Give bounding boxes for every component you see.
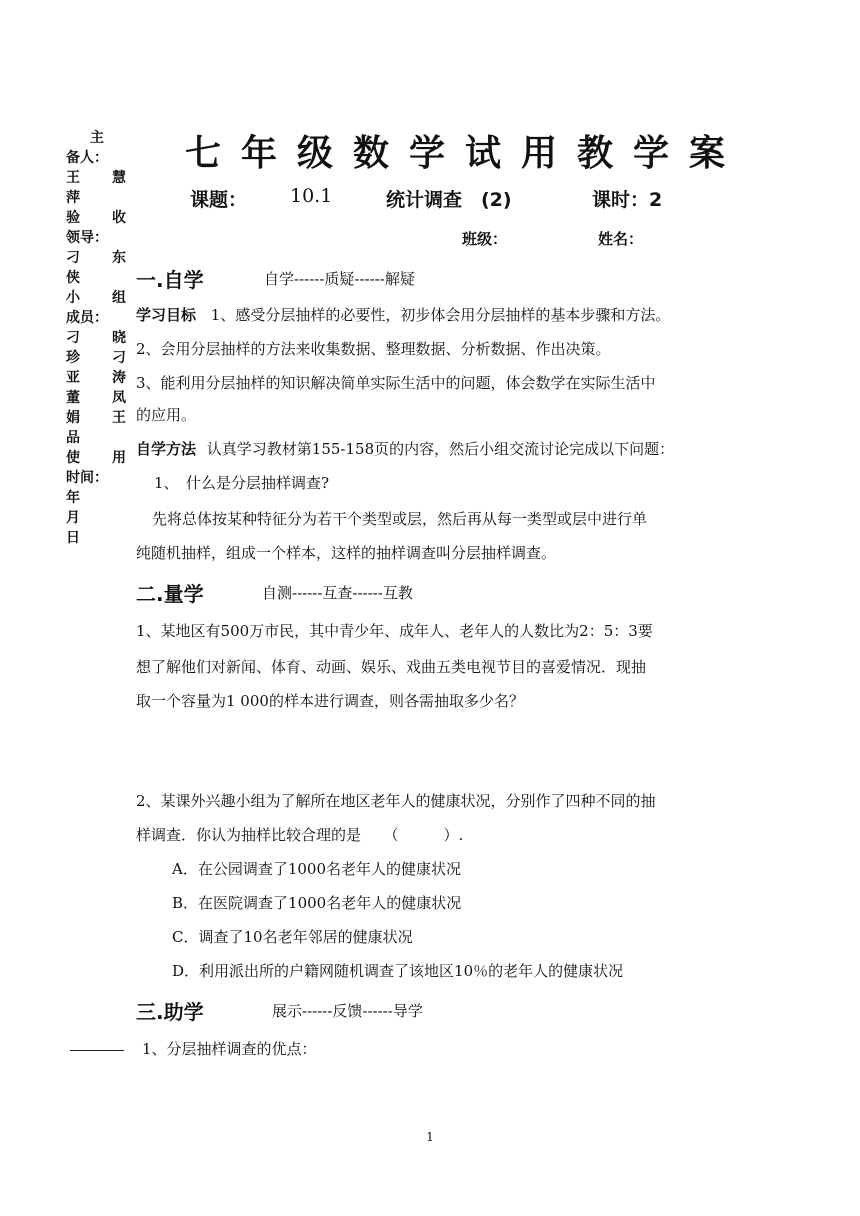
sidebar-text: 品	[66, 430, 80, 446]
section3-item-1: 1、分层抽样调查的优点：	[142, 1040, 317, 1058]
sidebar-text: 王	[66, 170, 80, 186]
blank-underline	[70, 1050, 124, 1051]
sidebar-text: 年	[66, 490, 80, 506]
sidebar-text: 东	[112, 250, 126, 266]
sidebar-line	[66, 228, 126, 248]
page-number: 1	[426, 1130, 434, 1144]
class-label: 班级：	[462, 230, 508, 248]
sidebar-text: 王	[112, 410, 126, 426]
sidebar-text: 收	[112, 210, 126, 226]
sidebar-text: 主	[90, 130, 104, 146]
option-c: C．调查了10名老年邻居的健康状况	[172, 928, 413, 946]
sidebar-line	[66, 288, 126, 308]
option-a: A．在公园调查了1000名老年人的健康状况	[172, 860, 462, 878]
sidebar-line	[66, 528, 126, 548]
sidebar-text: 月	[66, 510, 80, 526]
sidebar-line	[66, 348, 126, 368]
topic-label: 课题：	[190, 189, 248, 211]
lesson-period: 课时：2	[592, 189, 663, 211]
sidebar-text: 验	[66, 210, 80, 226]
section1-heading: 一.自学	[136, 268, 204, 292]
method-label: 自学方法	[136, 440, 197, 458]
sidebar-line	[66, 488, 126, 508]
sidebar-text: 涛	[112, 370, 126, 386]
sidebar-line	[66, 208, 126, 228]
goal-3a: 3、能利用分层抽样的知识解决简单实际生活中的问题，体会数学在实际生活中	[136, 374, 656, 392]
sidebar-credits	[66, 128, 126, 548]
option-b: B．在医院调查了1000名老年人的健康状况	[172, 894, 462, 912]
goal-1: 1、感受分层抽样的必要性，初步体会用分层抽样的基本步骤和方法。	[210, 306, 671, 324]
topic-name: 统计调查 (2)	[386, 189, 512, 211]
sidebar-text: 备人：	[66, 150, 108, 166]
sidebar-text: 娟	[66, 410, 80, 426]
sidebar-text: 慧	[112, 170, 126, 186]
section2-heading: 二.量学	[136, 582, 204, 606]
sidebar-text: 刁	[112, 350, 126, 366]
sidebar-line	[66, 388, 126, 408]
sidebar-text: 亚	[66, 370, 80, 386]
sidebar-line	[66, 468, 126, 488]
sidebar-line	[66, 188, 126, 208]
goal-line-1	[136, 298, 736, 332]
goal-2: 2、会用分层抽样的方法来收集数据、整理数据、分析数据、作出决策。	[136, 340, 611, 358]
problem-2b: 样调查．你认为抽样比较合理的是 （ ）.	[136, 826, 464, 844]
page-title: 七年级数学试用教学案	[184, 132, 745, 174]
name-label: 姓名：	[598, 230, 644, 248]
sidebar-line	[66, 428, 126, 448]
sidebar-line	[66, 268, 126, 288]
sidebar-line	[66, 368, 126, 388]
sidebar-text: 组	[112, 290, 126, 306]
sidebar-text: 时间：	[66, 470, 108, 486]
sidebar-line	[66, 508, 126, 528]
sidebar-text: 用	[112, 450, 126, 466]
problem-1c: 取一个容量为1 000的样本进行调查，则各需抽取多少名？	[136, 692, 524, 710]
problem-1b: 想了解他们对新闻、体育、动画、娱乐、戏曲五类电视节目的喜爱情况．现抽	[136, 658, 647, 676]
sidebar-text: 刁	[66, 330, 80, 346]
answer-1b: 纯随机抽样，组成一个样本，这样的抽样调查叫分层抽样调查。	[136, 544, 557, 562]
sidebar-text: 小	[66, 290, 80, 306]
sidebar-text: 萍	[66, 190, 80, 206]
answer-1a: 先将总体按某种特征分为若干个类型或层，然后再从每一类型或层中进行单	[152, 510, 648, 528]
sidebar-text: 侠	[66, 270, 80, 286]
goal-3b: 的应用。	[136, 406, 197, 424]
section3-subheading: 展示------反馈------导学	[272, 1002, 423, 1020]
sidebar-line	[66, 408, 126, 428]
option-d: D．利用派出所的户籍网随机调查了该地区10％的老年人的健康状况	[172, 962, 624, 980]
sidebar-text: 成员：	[66, 310, 108, 326]
sidebar-line	[66, 448, 126, 468]
section2-subheading: 自测------互查------互教	[262, 584, 413, 602]
sidebar-text: 董	[66, 390, 80, 406]
method-line	[136, 432, 736, 466]
goal-label: 学习目标	[136, 306, 197, 324]
sidebar-text: 珍	[66, 350, 80, 366]
sidebar-text: 刁	[66, 250, 80, 266]
sidebar-text: 晓	[112, 330, 126, 346]
topic-number: 10.1	[290, 185, 333, 207]
section1-subheading: 自学------质疑------解疑	[264, 270, 415, 288]
sidebar-text: 凤	[112, 390, 126, 406]
problem-2a: 2、某课外兴趣小组为了解所在地区老年人的健康状况，分别作了四种不同的抽	[136, 792, 656, 810]
sidebar-line	[66, 308, 126, 328]
sidebar-text: 日	[66, 530, 80, 546]
question-1: 1、 什么是分层抽样调查?	[154, 474, 330, 492]
method-text: 认真学习教材第155-158页的内容，然后小组交流讨论完成以下问题：	[206, 440, 675, 458]
sidebar-line	[66, 248, 126, 268]
sidebar-text: 使	[66, 450, 80, 466]
problem-1a: 1、某地区有500万市民，其中青少年、成年人、老年人的人数比为2：5：3要	[136, 622, 653, 640]
sidebar-text: 领导：	[66, 230, 108, 246]
section3-heading: 三.助学	[136, 1000, 204, 1024]
sidebar-line	[66, 328, 126, 348]
